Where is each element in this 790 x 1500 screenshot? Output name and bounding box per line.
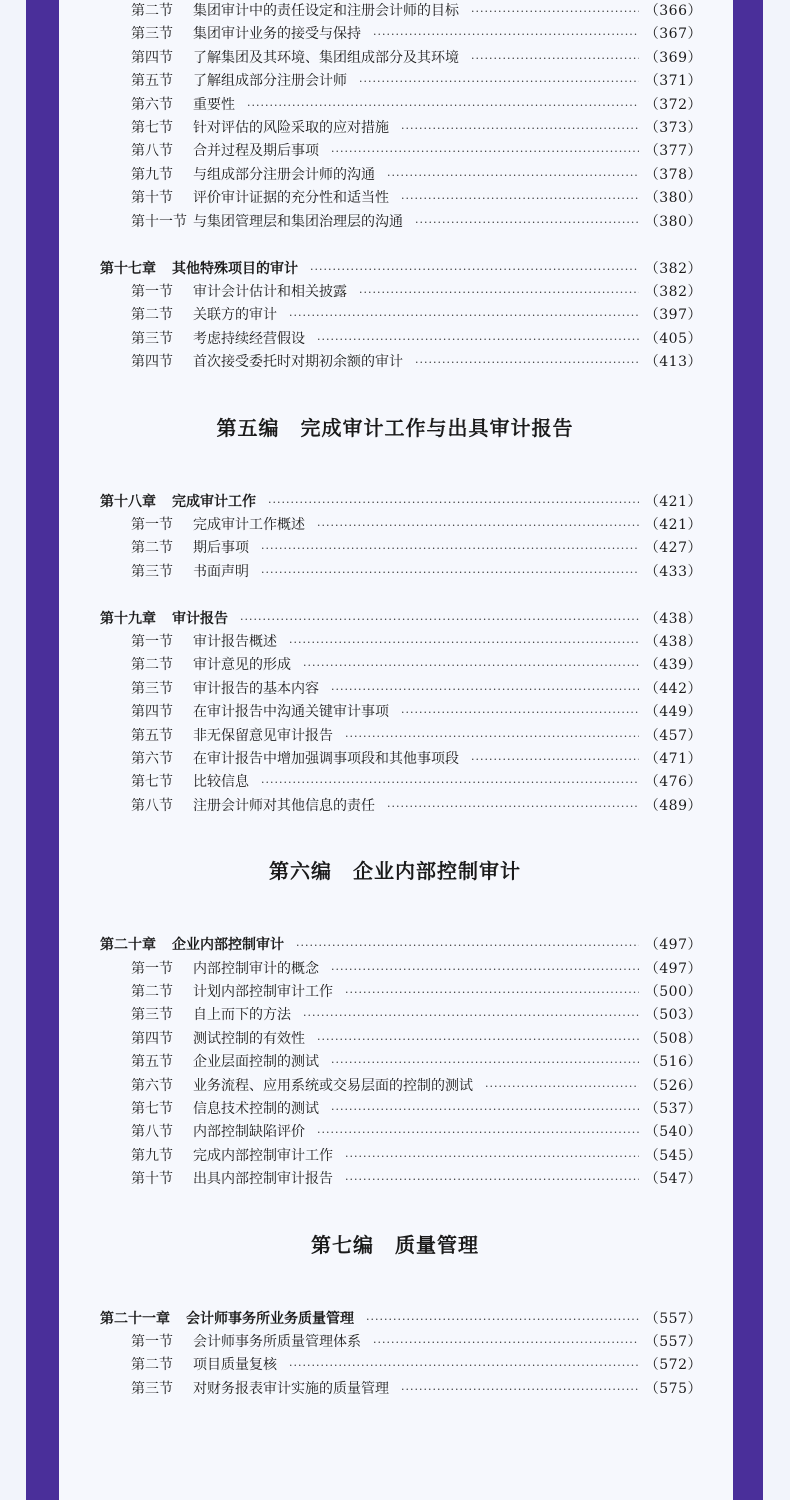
chapter-entry <box>100 258 702 281</box>
section-entry <box>131 164 702 187</box>
section-number: 第四节 <box>131 49 173 66</box>
page-margin-right <box>763 0 790 1500</box>
section-title: 项目质量复核 <box>193 1357 277 1374</box>
section-entry <box>131 1145 702 1168</box>
leader-dots <box>289 631 639 654</box>
section-number: 第十一节 <box>131 213 187 230</box>
section-number: 第九节 <box>131 166 173 183</box>
section-number: 第六节 <box>131 751 173 767</box>
page-number: （366） <box>644 3 702 19</box>
section-title: 书面声明 <box>193 563 249 580</box>
section-entry <box>131 654 702 677</box>
section-title: 与集团管理层和集团治理层的沟通 <box>193 213 403 230</box>
leader-dots <box>289 1354 639 1377</box>
leader-dots <box>345 725 639 748</box>
section-title: 期后事项 <box>193 540 249 557</box>
section-number: 第五节 <box>131 73 173 90</box>
section-title: 会计师事务所质量管理体系 <box>193 1334 361 1350</box>
leader-dots <box>415 351 639 374</box>
section-entry <box>131 94 702 117</box>
section-number: 第一节 <box>131 634 173 650</box>
section-title: 测试控制的有效性 <box>193 1030 305 1047</box>
section-entry <box>131 771 702 794</box>
chapter-number: 第二十章 <box>100 937 156 954</box>
page-number: （372） <box>644 96 702 113</box>
page-number: （421） <box>644 493 702 510</box>
leader-dots <box>331 958 639 981</box>
page-number: （405） <box>644 330 702 347</box>
page-number: （497） <box>644 960 702 977</box>
section-title: 针对评估的风险采取的应对措施 <box>193 120 389 136</box>
section-title: 审计意见的形成 <box>193 657 291 674</box>
section-number: 第十节 <box>131 190 173 207</box>
page-number: （377） <box>644 143 702 160</box>
section-entry <box>131 514 702 537</box>
page-number: （378） <box>644 166 702 183</box>
leader-dots <box>401 1378 639 1401</box>
chapter-number: 第十七章 <box>100 260 156 277</box>
page-number: （575） <box>644 1380 702 1397</box>
part-title: 第六编 企业内部控制审计 <box>269 859 521 884</box>
leader-dots <box>387 795 639 818</box>
section-entry <box>131 1004 702 1027</box>
section-number: 第一节 <box>131 960 173 977</box>
leader-dots <box>359 70 639 93</box>
section-number: 第七节 <box>131 774 173 791</box>
section-number: 第三节 <box>131 330 173 347</box>
page-number: （476） <box>644 774 702 791</box>
leader-dots <box>289 304 639 327</box>
section-number: 第五节 <box>131 727 173 744</box>
page-margin-left <box>0 0 26 1500</box>
section-entry <box>131 958 702 981</box>
section-number: 第七节 <box>131 120 173 136</box>
section-number: 第二节 <box>131 1357 173 1374</box>
leader-dots <box>415 211 639 234</box>
leader-dots <box>261 537 639 560</box>
page-number: （421） <box>644 516 702 533</box>
chapter-title: 企业内部控制审计 <box>172 937 284 954</box>
section-title: 自上而下的方法 <box>193 1007 291 1024</box>
leader-dots <box>345 1145 639 1168</box>
page-number: （557） <box>644 1334 702 1350</box>
section-entry <box>131 117 702 140</box>
leader-dots <box>401 701 639 724</box>
section-number: 第一节 <box>131 516 173 533</box>
page-number: （497） <box>644 937 702 954</box>
leader-dots <box>303 654 639 677</box>
leader-dots <box>247 94 639 117</box>
section-entry <box>131 304 702 327</box>
right-border-band <box>733 0 763 1500</box>
page-number: （380） <box>644 190 702 207</box>
section-number: 第二节 <box>131 540 173 557</box>
page-number: （547） <box>644 1171 702 1188</box>
section-title: 集团审计业务的接受与保持 <box>193 26 361 43</box>
leader-dots <box>401 117 639 140</box>
leader-dots <box>471 47 639 70</box>
section-number: 第二节 <box>131 307 173 324</box>
leader-dots <box>303 1004 639 1027</box>
leader-dots <box>240 608 639 631</box>
page-number: （380） <box>644 213 702 230</box>
section-entry <box>131 981 702 1004</box>
section-number: 第二节 <box>131 657 173 674</box>
page-number: （449） <box>644 704 702 721</box>
chapter-title: 完成审计工作 <box>172 493 256 510</box>
section-title: 完成内部控制审计工作 <box>193 1147 333 1164</box>
section-title: 注册会计师对其他信息的责任 <box>193 797 375 814</box>
section-entry <box>131 725 702 748</box>
page-number: （503） <box>644 1007 702 1024</box>
section-entry <box>131 748 702 771</box>
leader-dots <box>317 1121 639 1144</box>
section-title: 在审计报告中沟通关键审计事项 <box>193 704 389 721</box>
leader-dots <box>331 140 639 163</box>
section-number: 第六节 <box>131 96 173 113</box>
section-title: 业务流程、应用系统或交易层面的控制的测试 <box>193 1077 473 1094</box>
page-number: （457） <box>644 727 702 744</box>
page-number: （442） <box>644 680 702 697</box>
section-title: 对财务报表审计实施的质量管理 <box>193 1380 389 1397</box>
section-entry <box>131 561 702 584</box>
leader-dots <box>268 491 639 514</box>
section-title: 在审计报告中增加强调事项段和其他事项段 <box>193 751 459 767</box>
section-title: 出具内部控制审计报告 <box>193 1171 333 1188</box>
section-number: 第三节 <box>131 1007 173 1024</box>
leader-dots <box>317 514 639 537</box>
section-title: 关联方的审计 <box>193 307 277 324</box>
section-title: 合并过程及期后事项 <box>193 143 319 160</box>
section-number: 第二节 <box>131 3 173 19</box>
leader-dots <box>387 164 639 187</box>
chapter-entry <box>100 491 702 514</box>
page-number: （373） <box>644 120 702 136</box>
page-number: （427） <box>644 540 702 557</box>
chapter-title: 其他特殊项目的审计 <box>172 260 298 277</box>
section-entry <box>131 47 702 70</box>
page-number: （545） <box>644 1147 702 1164</box>
chapter-title: 会计师事务所业务质量管理 <box>186 1310 354 1327</box>
part-title: 第七编 质量管理 <box>311 1232 479 1257</box>
chapter-entry <box>100 934 702 957</box>
section-title: 评价审计证据的充分性和适当性 <box>193 190 389 207</box>
section-number: 第四节 <box>131 1030 173 1047</box>
page-number: （526） <box>644 1077 702 1094</box>
section-entry <box>131 1378 702 1401</box>
chapter-title: 审计报告 <box>172 610 228 627</box>
section-title: 首次接受委托时对期初余额的审计 <box>193 354 403 371</box>
page-number: （433） <box>644 563 702 580</box>
section-entry <box>131 701 702 724</box>
leader-dots <box>296 934 639 957</box>
section-title: 与组成部分注册会计师的沟通 <box>193 166 375 183</box>
chapter-entry <box>100 608 702 631</box>
section-entry <box>131 0 702 23</box>
section-title: 审计报告的基本内容 <box>193 680 319 697</box>
section-title: 完成审计工作概述 <box>193 516 305 533</box>
page-number: （438） <box>644 610 702 627</box>
section-title: 了解组成部分注册会计师 <box>193 73 347 90</box>
section-entry <box>131 187 702 210</box>
left-border-band <box>26 0 59 1500</box>
section-number: 第八节 <box>131 797 173 814</box>
leader-dots <box>345 981 639 1004</box>
section-number: 第四节 <box>131 704 173 721</box>
page-number: （371） <box>644 73 702 90</box>
page-number: （557） <box>644 1310 702 1327</box>
section-title: 内部控制缺陷评价 <box>193 1124 305 1141</box>
page-number: （369） <box>644 49 702 66</box>
chapter-number: 第十八章 <box>100 493 156 510</box>
section-title: 计划内部控制审计工作 <box>193 984 333 1000</box>
page-number: （508） <box>644 1030 702 1047</box>
section-entry <box>131 1075 702 1098</box>
page-number: （489） <box>644 797 702 814</box>
leader-dots <box>485 1075 639 1098</box>
section-number: 第一节 <box>131 1334 173 1350</box>
section-number: 第十节 <box>131 1171 173 1188</box>
section-entry <box>131 1121 702 1144</box>
page-number: （439） <box>644 657 702 674</box>
section-entry <box>131 795 702 818</box>
leader-dots <box>366 1308 639 1331</box>
page-number: （438） <box>644 634 702 650</box>
chapter-number: 第十九章 <box>100 610 156 627</box>
section-entry <box>131 211 702 234</box>
page-number: （500） <box>644 984 702 1000</box>
section-title: 集团审计中的责任设定和注册会计师的目标 <box>193 3 459 19</box>
chapter-number: 第二十一章 <box>100 1310 170 1327</box>
page-number: （540） <box>644 1124 702 1141</box>
section-number: 第二节 <box>131 984 173 1000</box>
section-entry <box>131 1354 702 1377</box>
leader-dots <box>261 771 639 794</box>
page-number: （367） <box>644 26 702 43</box>
section-entry <box>131 351 702 374</box>
chapter-entry <box>100 1308 702 1331</box>
page-number: （471） <box>644 751 702 767</box>
section-entry <box>131 23 702 46</box>
section-entry <box>131 70 702 93</box>
section-number: 第一节 <box>131 283 173 300</box>
section-number: 第四节 <box>131 354 173 371</box>
page-number: （382） <box>644 283 702 300</box>
section-title: 非无保留意见审计报告 <box>193 727 333 744</box>
section-entry <box>131 1028 702 1051</box>
leader-dots <box>401 187 639 210</box>
section-title: 重要性 <box>193 96 235 113</box>
page-number: （382） <box>644 260 702 277</box>
section-entry <box>131 1331 702 1354</box>
section-title: 考虑持续经营假设 <box>193 330 305 347</box>
section-entry <box>131 678 702 701</box>
leader-dots <box>373 23 639 46</box>
section-number: 第五节 <box>131 1054 173 1071</box>
leader-dots <box>345 1168 639 1191</box>
section-number: 第三节 <box>131 680 173 697</box>
section-entry <box>131 1098 702 1121</box>
section-entry <box>131 537 702 560</box>
section-number: 第九节 <box>131 1147 173 1164</box>
section-title: 企业层面控制的测试 <box>193 1054 319 1071</box>
page-number: （413） <box>644 354 702 371</box>
leader-dots <box>317 328 639 351</box>
page-number: （516） <box>644 1054 702 1071</box>
section-number: 第三节 <box>131 26 173 43</box>
section-title: 内部控制审计的概念 <box>193 960 319 977</box>
leader-dots <box>331 1098 639 1121</box>
section-entry <box>131 281 702 304</box>
section-title: 审计会计估计和相关披露 <box>193 283 347 300</box>
leader-dots <box>373 1331 639 1354</box>
section-number: 第三节 <box>131 563 173 580</box>
section-entry <box>131 631 702 654</box>
leader-dots <box>471 748 639 771</box>
section-number: 第三节 <box>131 1380 173 1397</box>
section-entry <box>131 140 702 163</box>
leader-dots <box>471 0 639 23</box>
page-number: （537） <box>644 1101 702 1117</box>
page-number: （572） <box>644 1357 702 1374</box>
section-number: 第八节 <box>131 1124 173 1141</box>
leader-dots <box>359 281 639 304</box>
leader-dots <box>310 258 639 281</box>
leader-dots <box>331 1051 639 1074</box>
section-entry <box>131 1051 702 1074</box>
section-number: 第七节 <box>131 1101 173 1117</box>
section-entry <box>131 328 702 351</box>
section-title: 比较信息 <box>193 774 249 791</box>
section-title: 审计报告概述 <box>193 634 277 650</box>
section-title: 了解集团及其环境、集团组成部分及其环境 <box>193 49 459 66</box>
page-number: （397） <box>644 307 702 324</box>
section-entry <box>131 1168 702 1191</box>
part-title: 第五编 完成审计工作与出具审计报告 <box>216 415 574 440</box>
section-title: 信息技术控制的测试 <box>193 1101 319 1117</box>
section-number: 第六节 <box>131 1077 173 1094</box>
leader-dots <box>317 1028 639 1051</box>
leader-dots <box>331 678 639 701</box>
leader-dots <box>261 561 639 584</box>
section-number: 第八节 <box>131 143 173 160</box>
